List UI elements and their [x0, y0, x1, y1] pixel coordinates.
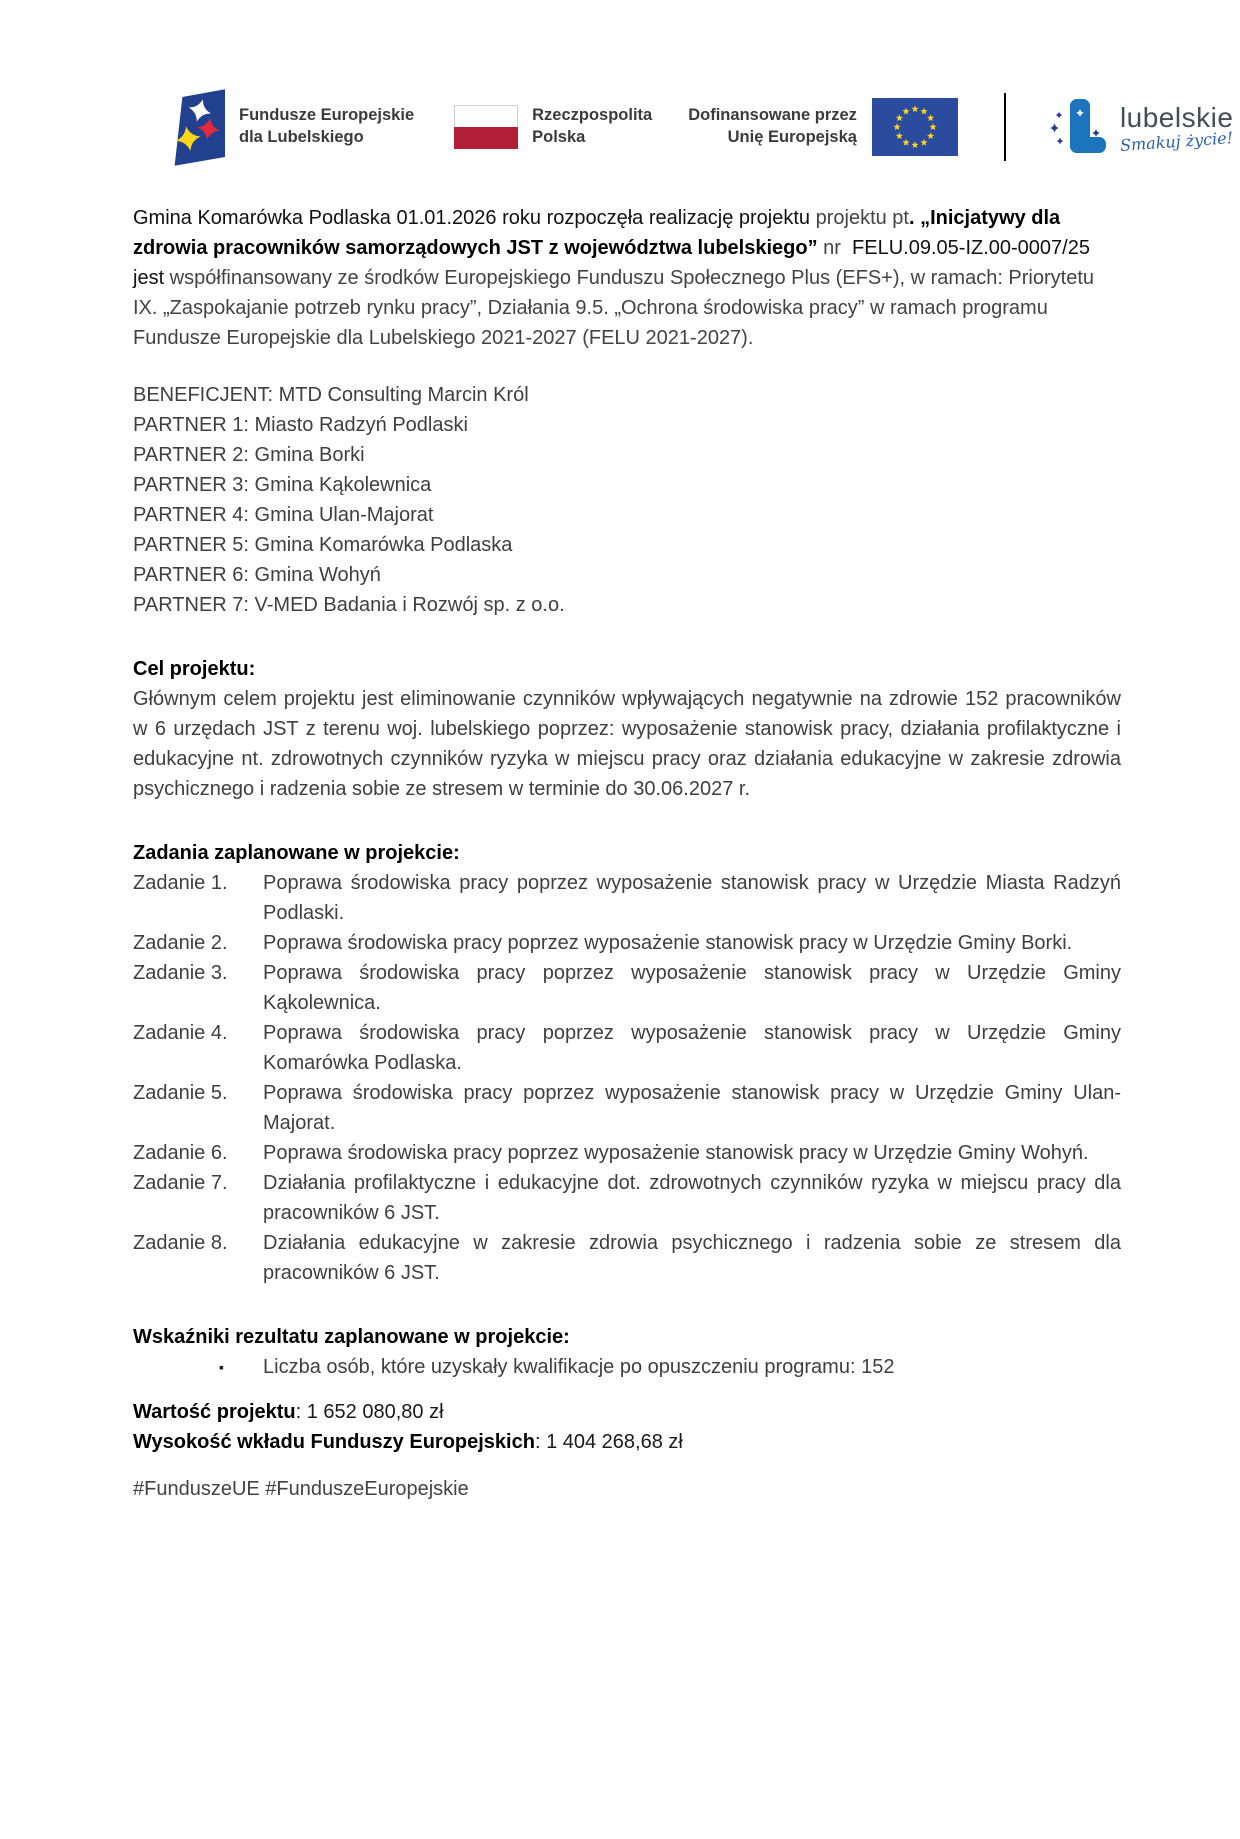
small-star-icon — [1056, 138, 1063, 145]
intro-seg-7: współfinansowany ze środków Europejskiego Funduszu Społecznego Plus (EFS+), w ramach: Priorytetu IX. „Zaspokajanie potrzeb rynku pracy”, Działania 9.5. „Ochrona środowiska pracy” w ramach programu Fundusze Europejskie dla Lubelskiego 2021-2027 (FELU 2021-2027). — [133, 267, 1095, 349]
intro-seg-2: projektu pt — [815, 207, 909, 229]
logo-rzeczpospolita-polska — [454, 105, 652, 149]
task-label: Zadanie 7. — [133, 1172, 228, 1194]
intro-paragraph — [133, 203, 1121, 353]
lubelskie-l-icon — [1050, 97, 1110, 157]
hashtags-line: #FunduszeUE #FunduszeEuropejskie — [133, 1478, 469, 1500]
participants-list — [133, 380, 1121, 620]
task-row — [133, 1018, 1121, 1078]
task-text: Poprawa środowiska pracy poprzez wyposażenie stanowisk pracy w Urzędzie Miasta Radzyń Podlaski. — [263, 872, 1121, 924]
task-label: Zadanie 1. — [133, 872, 228, 894]
fe-caption-line2: dla Lubelskiego — [239, 128, 364, 146]
partner-line: PARTNER 1: Miasto Radzyń Podlaski — [133, 414, 468, 436]
logo-dofinansowane-ue — [688, 98, 958, 156]
task-text: Poprawa środowiska pracy poprzez wyposażenie stanowisk pracy w Urzędzie Gminy Komarówka Podlaska. — [263, 1022, 1121, 1074]
project-value-amount: : 1 652 080,80 zł — [295, 1401, 444, 1423]
eu-caption-line1: Dofinansowane przez — [688, 106, 857, 125]
project-number: FELU.09.05-IZ.00-0007/25 — [840, 237, 1090, 259]
project-title: . „Inicjatywy dla zdrowia pracowników samorządowych JST z województwa lubelskiego” — [133, 207, 1061, 259]
partner-line: PARTNER 5: Gmina Komarówka Podlaska — [133, 534, 513, 556]
task-row — [133, 958, 1121, 1018]
logo-strip — [163, 85, 1240, 169]
partner-line: PARTNER 2: Gmina Borki — [133, 444, 365, 466]
eu-flag-icon — [872, 98, 958, 156]
partner-line: PARTNER 4: Gmina Ulan-Majorat — [133, 504, 434, 526]
lubelskie-wordmark — [1119, 102, 1234, 155]
task-text: Poprawa środowiska pracy poprzez wyposażenie stanowisk pracy w Urzędzie Gminy Kąkolewnica. — [263, 962, 1121, 1014]
task-row — [133, 1228, 1121, 1288]
fe-caption-line1: Fundusze Europejskie — [239, 106, 415, 125]
partner-line: PARTNER 3: Gmina Kąkolewnica — [133, 474, 432, 496]
poland-flag-icon — [454, 105, 518, 149]
cel-paragraph: Głównym celem projektu jest eliminowanie czynników wpływających negatywnie na zdrowie 152 pracowników w 6 urzędach JST z terenu woj. lubelskiego poprzez: wyposażenie stanowisk pracy, działania profilaktyczne i edukacyjne nt. zdrowotnych czynników ryzyka w miejscu pracy oraz działania edukacyjne w zakresie zdrowia psychicznego i radzenia sobie ze stresem w terminie do 30.06.2027 r. — [133, 688, 1121, 800]
pl-caption — [532, 105, 652, 149]
task-text: Poprawa środowiska pracy poprzez wyposażenie stanowisk pracy w Urzędzie Gminy Ulan-Majorat. — [263, 1082, 1121, 1134]
indicator-item — [133, 1352, 1121, 1382]
small-star-icon — [1055, 112, 1062, 119]
lubelskie-slogan: Smakuj życie! — [1119, 128, 1234, 155]
section-heading-zadania: Zadania zaplanowane w projekcie: — [133, 842, 460, 864]
eu-caption-line2: Unię Europejską — [727, 128, 857, 146]
task-label: Zadanie 5. — [133, 1082, 228, 1104]
logo-fundusze-europejskie — [163, 87, 414, 167]
partner-line: PARTNER 7: V-MED Badania i Rozwój sp. z o.o. — [133, 594, 565, 616]
task-label: Zadanie 3. — [133, 962, 228, 984]
intro-seg-6: jest — [133, 267, 165, 289]
fe-pennant-icon — [163, 87, 225, 167]
project-value-line — [133, 1397, 1121, 1427]
document-page — [0, 85, 1240, 1839]
task-row — [133, 928, 1121, 958]
square-bullet-icon: ▪ — [219, 1359, 224, 1375]
task-row — [133, 1168, 1121, 1228]
task-text: Działania edukacyjne w zakresie zdrowia psychicznego i radzenia sobie ze stresem dla pracowników 6 JST. — [263, 1232, 1121, 1284]
eu-contribution-amount: : 1 404 268,68 zł — [534, 1431, 683, 1453]
task-text: Poprawa środowiska pracy poprzez wyposażenie stanowisk pracy w Urzędzie Gminy Borki. — [263, 932, 1073, 954]
pl-caption-line2: Polska — [532, 128, 586, 146]
task-label: Zadanie 4. — [133, 1022, 228, 1044]
task-row — [133, 868, 1121, 928]
beneficjent-line: BENEFICJENT: MTD Consulting Marcin Król — [133, 384, 529, 406]
project-value-label: Wartość projektu — [133, 1401, 296, 1423]
task-row — [133, 1078, 1121, 1138]
small-star-icon — [1092, 129, 1100, 137]
fe-caption — [239, 105, 414, 149]
intro-seg-1: Gmina Komarówka Podlaska 01.01.2026 roku rozpoczęła realizację projektu — [133, 207, 816, 229]
eu-caption — [688, 105, 857, 149]
task-text: Poprawa środowiska pracy poprzez wyposażenie stanowisk pracy w Urzędzie Gminy Wohyń. — [263, 1142, 1089, 1164]
task-text: Działania profilaktyczne i edukacyjne dot. zdrowotnych czynników ryzyka w miejscu pracy dla pracowników 6 JST. — [263, 1172, 1121, 1224]
eu-contribution-line — [133, 1427, 1121, 1457]
indicator-text: Liczba osób, które uzyskały kwalifikacje po opuszczeniu programu: 152 — [263, 1356, 895, 1378]
header-divider — [1004, 93, 1006, 161]
document-body — [133, 203, 1121, 1504]
task-label: Zadanie 8. — [133, 1232, 228, 1254]
lubelskie-name: lubelskie — [1119, 102, 1234, 133]
intro-seg-4: nr — [817, 237, 841, 259]
section-heading-cel: Cel projektu: — [133, 658, 256, 680]
logo-lubelskie — [1050, 97, 1233, 157]
task-row — [133, 1138, 1121, 1168]
partner-line: PARTNER 6: Gmina Wohyń — [133, 564, 381, 586]
small-star-icon — [1050, 124, 1059, 133]
zadania-list — [133, 868, 1121, 1288]
task-label: Zadanie 6. — [133, 1142, 228, 1164]
eu-contribution-label: Wysokość wkładu Funduszy Europejskich — [133, 1431, 535, 1453]
section-heading-wskazniki: Wskaźniki rezultatu zaplanowane w projekcie: — [133, 1326, 570, 1348]
pl-caption-line1: Rzeczpospolita — [532, 106, 653, 125]
task-label: Zadanie 2. — [133, 932, 228, 954]
